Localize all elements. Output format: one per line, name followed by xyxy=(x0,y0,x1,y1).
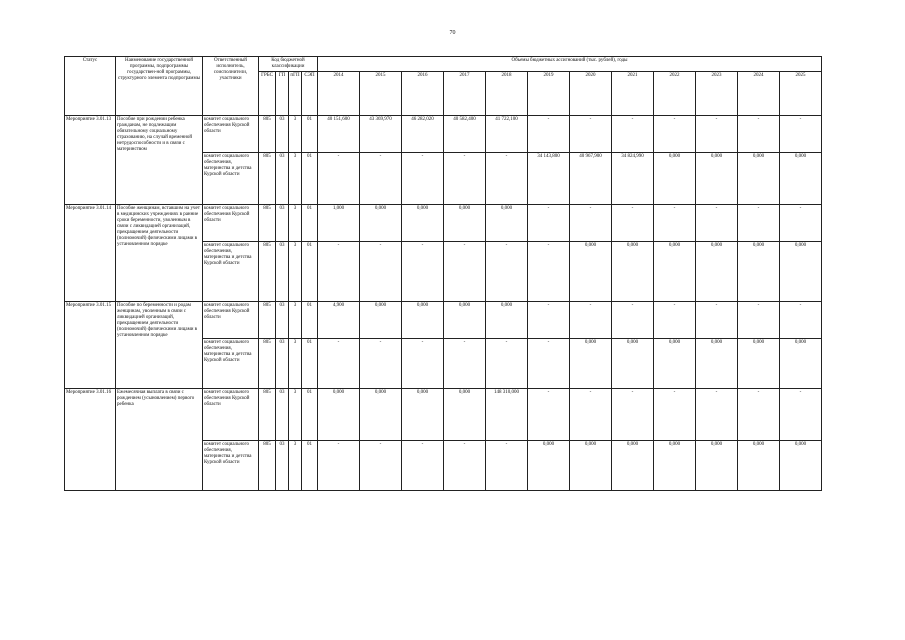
value-cell: - xyxy=(486,242,528,302)
gp-cell: 03 xyxy=(276,302,289,339)
value-cell: - xyxy=(654,205,696,242)
header-program-name: Наименование государственной программы, подпрограммы государствен-ной программы, структурного элемента подпрограммы xyxy=(116,57,203,116)
header-status: Статус xyxy=(65,57,116,116)
value-cell: 0,000 xyxy=(486,205,528,242)
gp-cell: 03 xyxy=(276,441,289,491)
value-cell: - xyxy=(738,116,780,153)
value-cell: 0,000 xyxy=(570,441,612,491)
value-cell: 0,000 xyxy=(528,441,570,491)
value-cell: - xyxy=(696,302,738,339)
grbs-cell: 805 xyxy=(259,302,276,339)
value-cell: - xyxy=(612,205,654,242)
sem-cell: 01 xyxy=(302,116,318,153)
header-volumes: Объемы бюджетных ассигнований (тыс. рублей), годы xyxy=(318,57,822,72)
sem-cell: 01 xyxy=(302,153,318,205)
sem-cell: 01 xyxy=(302,242,318,302)
value-cell: - xyxy=(528,242,570,302)
value-cell: - xyxy=(402,339,444,389)
value-cell: - xyxy=(528,205,570,242)
value-cell: 0,000 xyxy=(444,389,486,441)
value-cell: - xyxy=(570,205,612,242)
executor-cell: комитет социального обеспечения, материнства и детства Курской области xyxy=(203,242,259,302)
value-cell: 0,000 xyxy=(738,441,780,491)
value-cell: 0,000 xyxy=(780,242,822,302)
value-cell: - xyxy=(360,153,402,205)
value-cell: 0,000 xyxy=(612,242,654,302)
value-cell: 0,000 xyxy=(444,205,486,242)
value-cell: - xyxy=(528,389,570,441)
value-cell: - xyxy=(402,441,444,491)
pgp-cell: 3 xyxy=(289,242,302,302)
grbs-cell: 805 xyxy=(259,242,276,302)
value-cell: 0,000 xyxy=(612,441,654,491)
header-budget-code: Код бюджетной классификации xyxy=(259,57,318,72)
header-year: 2016 xyxy=(402,72,444,116)
value-cell: - xyxy=(402,153,444,205)
value-cell: 0,000 xyxy=(318,389,360,441)
pgp-cell: 3 xyxy=(289,153,302,205)
sem-cell: 01 xyxy=(302,441,318,491)
value-cell: 0,000 xyxy=(780,153,822,205)
value-cell: 0,000 xyxy=(654,339,696,389)
header-year: 2024 xyxy=(738,72,780,116)
value-cell: 0,000 xyxy=(738,339,780,389)
sem-cell: 01 xyxy=(302,302,318,339)
header-year: 2022 xyxy=(654,72,696,116)
header-year: 2023 xyxy=(696,72,738,116)
grbs-cell: 805 xyxy=(259,389,276,441)
value-cell: 0,000 xyxy=(654,153,696,205)
status-cell: Мероприятие 3.01.15 xyxy=(65,302,116,389)
pgp-cell: 3 xyxy=(289,339,302,389)
grbs-cell: 805 xyxy=(259,153,276,205)
value-cell: - xyxy=(528,339,570,389)
name-cell: Пособие женщинам, вставшим на учет в медицинских учреждениях в ранние сроки беременности, уволенным в связи с ликвидацией организаций, прекращением деятельности (полномочий) физическими лицами в установленном порядке xyxy=(116,205,203,302)
value-cell: - xyxy=(444,339,486,389)
value-cell: 0,000 xyxy=(360,205,402,242)
header-year: 2021 xyxy=(612,72,654,116)
value-cell: 0,000 xyxy=(738,242,780,302)
header-year: 2015 xyxy=(360,72,402,116)
value-cell: 0,000 xyxy=(402,389,444,441)
value-cell: 0,000 xyxy=(444,302,486,339)
value-cell: - xyxy=(318,153,360,205)
sem-cell: 01 xyxy=(302,205,318,242)
value-cell: - xyxy=(696,205,738,242)
value-cell: - xyxy=(444,242,486,302)
header-sem: СЭП xyxy=(302,72,318,116)
value-cell: 0,000 xyxy=(696,339,738,389)
gp-cell: 03 xyxy=(276,242,289,302)
value-cell: - xyxy=(738,389,780,441)
name-cell: Пособие по беременности и родам женщинам, уволенным в связи с ликвидацией организаций, прекращением деятельности (полномочий) физическими лицами в установленном порядке xyxy=(116,302,203,389)
value-cell: 1,000 xyxy=(318,205,360,242)
value-cell: - xyxy=(696,116,738,153)
header-year: 2025 xyxy=(780,72,822,116)
executor-cell: комитет социального обеспечения, материнства и детства Курской области xyxy=(203,153,259,205)
value-cell: - xyxy=(528,116,570,153)
value-cell: - xyxy=(780,389,822,441)
table-row xyxy=(65,116,822,153)
header-year: 2017 xyxy=(444,72,486,116)
value-cell: 40 967,900 xyxy=(570,153,612,205)
value-cell: 0,000 xyxy=(486,302,528,339)
header-year: 2019 xyxy=(528,72,570,116)
value-cell: 0,000 xyxy=(612,339,654,389)
header-pgp: пГП xyxy=(289,72,302,116)
grbs-cell: 805 xyxy=(259,339,276,389)
value-cell: 40 582,400 xyxy=(444,116,486,153)
value-cell: 0,000 xyxy=(570,339,612,389)
grbs-cell: 805 xyxy=(259,205,276,242)
value-cell: 40 151,600 xyxy=(318,116,360,153)
header-year: 2020 xyxy=(570,72,612,116)
pgp-cell: 3 xyxy=(289,389,302,441)
sem-cell: 01 xyxy=(302,389,318,441)
gp-cell: 03 xyxy=(276,153,289,205)
value-cell: - xyxy=(570,302,612,339)
value-cell: - xyxy=(738,205,780,242)
gp-cell: 03 xyxy=(276,389,289,441)
header-year: 2014 xyxy=(318,72,360,116)
executor-cell: комитет социального обеспечения Курской области xyxy=(203,389,259,441)
status-cell: Мероприятие 3.01.16 xyxy=(65,389,116,491)
value-cell: - xyxy=(780,116,822,153)
grbs-cell: 805 xyxy=(259,116,276,153)
pgp-cell: 3 xyxy=(289,302,302,339)
value-cell: - xyxy=(402,242,444,302)
value-cell: - xyxy=(780,302,822,339)
value-cell: 4,900 xyxy=(318,302,360,339)
pgp-cell: 3 xyxy=(289,116,302,153)
grbs-cell: 805 xyxy=(259,441,276,491)
executor-cell: комитет социального обеспечения Курской области xyxy=(203,116,259,153)
value-cell: - xyxy=(360,339,402,389)
value-cell: 0,000 xyxy=(360,302,402,339)
value-cell: - xyxy=(570,116,612,153)
value-cell: - xyxy=(444,441,486,491)
value-cell: 0,000 xyxy=(738,153,780,205)
value-cell: 0,000 xyxy=(654,441,696,491)
value-cell: - xyxy=(612,302,654,339)
executor-cell: комитет социального обеспечения Курской области xyxy=(203,302,259,339)
name-cell: Ежемесячная выплата в связи с рождением (усыновлением) первого ребенка xyxy=(116,389,203,491)
value-cell: 34 143,800 xyxy=(528,153,570,205)
value-cell: - xyxy=(612,389,654,441)
value-cell: 0,000 xyxy=(360,389,402,441)
value-cell: - xyxy=(528,302,570,339)
executor-cell: комитет социального обеспечения, материнства и детства Курской области xyxy=(203,339,259,389)
value-cell: - xyxy=(612,116,654,153)
value-cell: 0,000 xyxy=(654,242,696,302)
value-cell: - xyxy=(486,441,528,491)
value-cell: 0,000 xyxy=(780,441,822,491)
table-row xyxy=(65,302,822,339)
value-cell: - xyxy=(780,205,822,242)
status-cell: Мероприятие 3.01.14 xyxy=(65,205,116,302)
header-year: 2018 xyxy=(486,72,528,116)
sem-cell: 01 xyxy=(302,339,318,389)
value-cell: 0,000 xyxy=(696,242,738,302)
gp-cell: 03 xyxy=(276,205,289,242)
value-cell: 43 369,970 xyxy=(360,116,402,153)
name-cell: Пособие при рождении ребенка гражданам, не подлежащим обязательному социальному страхованию, на случай временной нетрудоспособности и в связи с материнством xyxy=(116,116,203,205)
value-cell: 0,000 xyxy=(696,153,738,205)
value-cell: 0,000 xyxy=(570,242,612,302)
status-cell: Мероприятие 3.01.13 xyxy=(65,116,116,205)
gp-cell: 03 xyxy=(276,116,289,153)
value-cell: - xyxy=(318,441,360,491)
value-cell: 46 282,020 xyxy=(402,116,444,153)
gp-cell: 03 xyxy=(276,339,289,389)
table-row xyxy=(65,205,822,242)
value-cell: 0,000 xyxy=(402,205,444,242)
value-cell: 41 722,100 xyxy=(486,116,528,153)
value-cell: - xyxy=(360,242,402,302)
value-cell: 148 310,000 xyxy=(486,389,528,441)
value-cell: - xyxy=(318,339,360,389)
budget-table xyxy=(64,56,822,491)
pgp-cell: 3 xyxy=(289,441,302,491)
value-cell: - xyxy=(654,389,696,441)
value-cell: - xyxy=(318,242,360,302)
value-cell: - xyxy=(696,389,738,441)
value-cell: - xyxy=(654,302,696,339)
value-cell: - xyxy=(654,116,696,153)
table-row xyxy=(65,389,822,441)
value-cell: 0,000 xyxy=(402,302,444,339)
value-cell: - xyxy=(570,389,612,441)
executor-cell: комитет социального обеспечения Курской области xyxy=(203,205,259,242)
page-number: 70 xyxy=(449,30,456,36)
value-cell: - xyxy=(738,302,780,339)
pgp-cell: 3 xyxy=(289,205,302,242)
value-cell: - xyxy=(360,441,402,491)
header-executor: Ответственный исполнитель, соисполнители, участники xyxy=(203,57,259,116)
header-grbs: ГРБС xyxy=(259,72,276,116)
header-gp: ГП xyxy=(276,72,289,116)
value-cell: - xyxy=(486,339,528,389)
executor-cell: комитет социального обеспечения, материнства и детства Курской области xyxy=(203,441,259,491)
value-cell: - xyxy=(444,153,486,205)
value-cell: 34 824,990 xyxy=(612,153,654,205)
value-cell: - xyxy=(486,153,528,205)
value-cell: 0,000 xyxy=(780,339,822,389)
value-cell: 0,000 xyxy=(696,441,738,491)
